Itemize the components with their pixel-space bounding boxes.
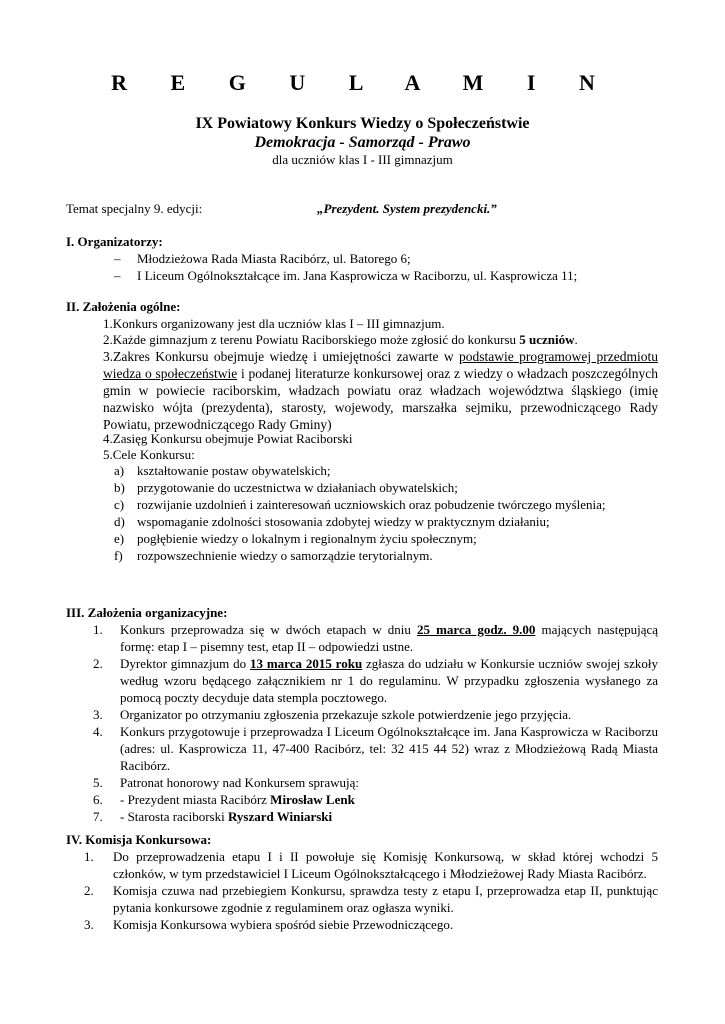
commission-item-3: Komisja Konkursowa wybiera spośród siebie Przewodniczącego.	[113, 917, 454, 932]
organizational-item-4: Konkurs przygotowuje i przeprowadza I Liceum Ogólnokształcące im. Jana Kasprowicza w Raciborzu (adres: ul. Kasprowicza 11, 47-400 Racibórz, tel: 32 415 44 52) wraz z Młodzieżową Radą Miasta Racibórz.	[120, 724, 658, 773]
goal-item: kształtowanie postaw obywatelskich;	[137, 463, 331, 478]
commission-item-1: Do przeprowadzenia etapu I i II powołuje się Komisję Konkursową, w skład której wchodzi 5 członków, w tym przedstawiciel I Liceum Ogólnokształcącego i Młodzieżowej Rady Miasta Racibórz.	[113, 849, 658, 881]
goal-item: przygotowanie do uczestnictwa w działaniach obywatelskich;	[137, 480, 458, 495]
goal-item: rozpowszechnienie wiedzy o samorządzie terytorialnym.	[137, 548, 433, 563]
section-commission-heading: IV. Komisja Konkursowa:	[66, 832, 212, 847]
contest-audience: dla uczniów klas I - III gimnazjum	[272, 152, 453, 167]
item-number: 5.	[93, 775, 103, 790]
item-number: 2.	[93, 656, 103, 671]
item-number: 4.	[93, 724, 103, 739]
goal-item: rozwijanie uzdolnień i zainteresowań uczniowskich oraz pobudzenie twórczego myślenia;	[137, 497, 606, 512]
general-point-5: 5.Cele Konkursu:	[103, 447, 195, 462]
section-organizational-heading: III. Założenia organizacyjne:	[66, 605, 228, 620]
organizational-item-3: Organizator po otrzymaniu zgłoszenia przekazuje szkole potwierdzenie jego przyjęcia.	[120, 707, 572, 722]
dash-marker: –	[114, 251, 121, 266]
goal-marker: a)	[114, 463, 125, 478]
general-point-4: 4.Zasięg Konkursu obejmuje Powiat Raciborski	[103, 431, 353, 446]
organizational-item-6: - Prezydent miasta Racibórz Mirosław Lenk	[120, 792, 355, 807]
organizational-item-7: - Starosta raciborski Ryszard Winiarski	[120, 809, 333, 824]
topic-value: „Prezydent. System prezydencki.”	[317, 201, 497, 216]
topic-label: Temat specjalny 9. edycji:	[66, 201, 203, 216]
general-point-2: 2.Każde gimnazjum z terenu Powiatu Raciborskiego może zgłosić do konkursu 5 uczniów.	[103, 332, 578, 347]
goal-marker: b)	[114, 480, 125, 495]
section-general-heading: II. Założenia ogólne:	[66, 299, 181, 314]
item-number: 1.	[93, 622, 103, 637]
goal-marker: c)	[114, 497, 125, 512]
general-point-3: 3.Zakres Konkursu obejmuje wiedzę i umiejętności zawarte w podstawie programowej przedmiotu wiedza o społeczeństwie i podanej literaturze konkursowej oraz z wiedzy o władzach poszczególnych gmin w powiecie raciborskim, władzach powiatu oraz władzach województwa śląskiego (imię nazwisko wójta (prezydenta), starosty, wojewody, marszałka sejmiku, przewodniczącego Rady Powiatu, przewodniczącego Rady Gminy)	[103, 349, 658, 432]
organizational-item-1: Konkurs przeprowadza się w dwóch etapach w dniu 25 marca godz. 9.00 mających następującą formę: etap I – pisemny test, etap II – odpowiedzi ustne.	[120, 622, 659, 654]
goal-item: wspomaganie zdolności stosowania zdobytej wiedzy w praktycznym działaniu;	[137, 514, 550, 529]
organizer-item: Młodzieżowa Rada Miasta Racibórz, ul. Batorego 6;	[137, 251, 411, 266]
document-title: R E G U L A M I N	[111, 70, 614, 95]
item-number: 6.	[93, 792, 103, 807]
organizational-item-2: Dyrektor gimnazjum do 13 marca 2015 roku zgłasza do udziału w Konkursie uczniów swojej szkoły według wzoru będącego załącznikiem nr 1 do regulaminu. W przypadku zgłoszenia wysłanego za pomocą poczty decyduje data stempla pocztowego.	[120, 656, 659, 705]
goal-item: pogłębienie wiedzy o lokalnym i regionalnym życiu społecznym;	[137, 531, 477, 546]
item-number: 7.	[93, 809, 103, 824]
commission-item-2: Komisja czuwa nad przebiegiem Konkursu, sprawdza testy z etapu I, przeprowadza etap II, punktując pytania konkursowe zgodnie z regulaminem oraz ogłasza wyniki.	[113, 883, 658, 915]
section-organizers-heading: I. Organizatorzy:	[66, 234, 163, 249]
goal-marker: d)	[114, 514, 125, 529]
goal-marker: f)	[114, 548, 123, 563]
general-point-1: 1.Konkurs organizowany jest dla uczniów klas I – III gimnazjum.	[103, 316, 445, 331]
organizer-item: I Liceum Ogólnokształcące im. Jana Kasprowicza w Raciborzu, ul. Kasprowicza 11;	[137, 268, 578, 283]
contest-motto: Demokracja - Samorząd - Prawo	[254, 134, 471, 151]
item-number: 3.	[84, 917, 94, 932]
item-number: 1.	[84, 849, 94, 864]
dash-marker: –	[114, 268, 121, 283]
contest-name: IX Powiatowy Konkurs Wiedzy o Społeczeństwie	[195, 115, 530, 132]
goal-marker: e)	[114, 531, 125, 546]
organizational-item-5: Patronat honorowy nad Konkursem sprawują:	[120, 775, 360, 790]
item-number: 2.	[84, 883, 94, 898]
item-number: 3.	[93, 707, 103, 722]
